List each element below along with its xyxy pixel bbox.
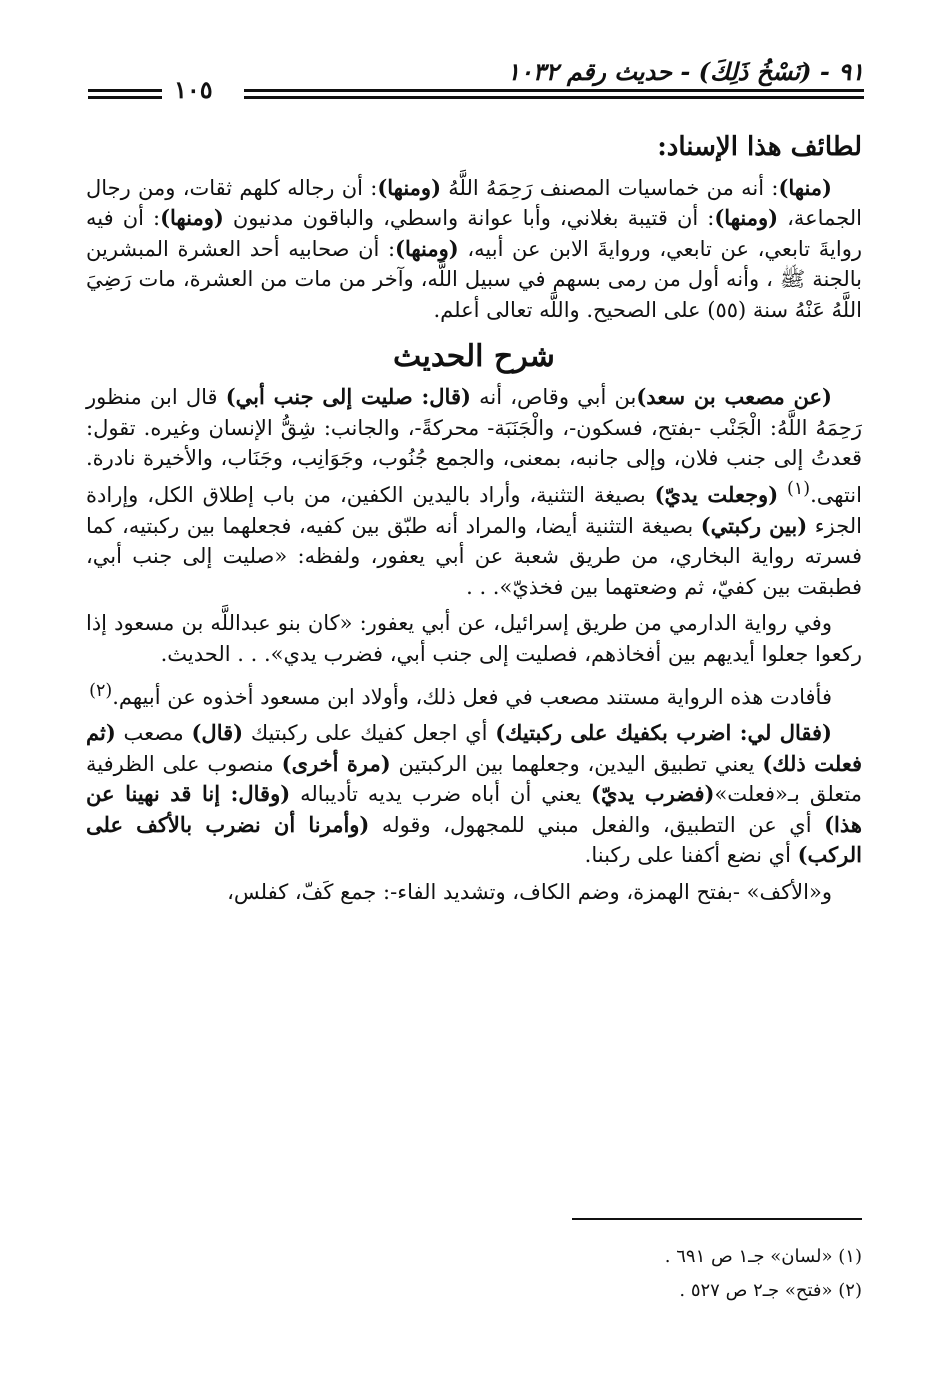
page-number: ١٠٥ xyxy=(174,75,213,104)
hadith-quote: (قال) xyxy=(191,720,244,746)
header-rule xyxy=(244,89,864,99)
paragraph-sharh-3 xyxy=(86,676,862,713)
footnote-ref-2[interactable]: (٢) xyxy=(89,680,113,701)
text: مصعب xyxy=(115,721,192,746)
footnote-divider xyxy=(572,1218,862,1220)
hadith-quote: (مرة أخرى) xyxy=(281,750,391,776)
text: بصيغة التثنية، وأراد باليدين الكفين، من باب إطلاق الكل، وإرادة الجزء xyxy=(86,482,862,538)
text: بصيغة التثنية أيضا، والمراد أنه طبّق بين كفيه، فجعلهما بين ركبتيه، كما فسرته رواية البخاري، من طريق شعبة عن أبي يعفور، ولفظه: «صليت إلى جنب أبي، فطبقت بين كفيّ، ثم وضعتهما بين فخذيّ». . . xyxy=(86,513,862,599)
text: بن أبي وقاص، أنه xyxy=(470,385,637,410)
hadith-quote: (قال: صليت إلى جنب أبي) xyxy=(225,384,471,410)
hadith-quote: (بين ركبتي) xyxy=(700,512,808,538)
text: : أن رجاله كلهم ثقات، ومن رجال الجماعة، xyxy=(86,175,863,231)
hadith-quote: (وجعلت يديّ) xyxy=(654,481,779,507)
text: يعني تطبيق اليدين، وجعلهما بين الركبتين xyxy=(390,751,763,776)
text xyxy=(778,483,787,507)
paragraph-sharh-4 xyxy=(86,718,862,871)
footnote-2: (٢) «فتح» جـ٢ ص ٥٢٧ . xyxy=(679,1280,862,1301)
paragraph-lataif xyxy=(86,173,862,326)
paragraph-sharh-2: وفي رواية الدارمي من طريق إسرائيل، عن أبي يعفور: «كان بنو عبداللَّه بن مسعود إذا ركعوا جعلوا أيديهم بين أفخاذهم، فصليت إلى جنب أبي، فضرب يدي». . . الحديث. xyxy=(86,611,862,666)
paragraph-sharh-1 xyxy=(86,382,862,602)
paragraph-sharh-5: و«الأكف» -بفتح الهمزة، وضم الكاف، وتشديد الفاء-: جمع كَفّ، كفلس، xyxy=(227,880,832,905)
marker: (ومنها) xyxy=(160,205,224,231)
footnotes xyxy=(362,1240,862,1308)
text: أي اجعل كفيك على ركبتيك xyxy=(243,721,496,746)
text: يعني أن أباه ضرب يديه تأديباله xyxy=(290,782,592,807)
main-content xyxy=(86,132,862,914)
text: منصوب على الظرفية متعلق بـ«فعلت» xyxy=(86,751,863,807)
hadith-quote: (وأمرنا أن نضرب بالأكف على الركب) xyxy=(86,811,862,868)
hadith-quote: (ثم فعلت ذلك) xyxy=(86,720,862,776)
marker: (منها) xyxy=(778,174,832,200)
text: فأفادت هذه الرواية مستند مصعب في فعل ذلك، وأولاد ابن مسعود أخذوه عن أبيهم. xyxy=(112,684,832,709)
page-number-rule xyxy=(88,89,162,99)
text: : أن صحابيه أحد العشرة المبشرين بالجنة ﷺ ، وأنه أول من رمى بسهم في سبيل اللَّه، وآخر من مات من العشرة، مات رَضِيَ اللَّهُ عَنْهُ سنة (٥٥) على الصحيح. واللَّه تعالى أعلم. xyxy=(86,236,862,322)
hadith-quote: (وقال: إنا قد نهينا عن هذا) xyxy=(86,781,862,837)
page-header xyxy=(88,55,864,105)
marker: (ومنها) xyxy=(714,205,779,231)
hadith-quote: (فقال لي: اضرب بكفيك على ركبتيك) xyxy=(495,720,832,746)
section-heading-lataif: لطائف هذا الإسناد: xyxy=(657,132,862,162)
text: قال ابن منظور رَحِمَهُ اللَّهُ: الْجَنْب -بفتح، فسكون-، والْجَنَبَة- محركةً-، والجانب: شِقُّ الإنسان وغيره. تقول: قعدتُ إلى جنب فلان، وإلى جانبه، بمعنى، والجمع جُنُوب، وجَوَانِب، وجَنَاب، والأخيرة نادرة. انتهى. xyxy=(86,385,862,507)
text: : أن قتيبة بغلاني، وأبا عوانة واسطي، والباقون مدنيون xyxy=(223,206,715,231)
footnote-1: (١) «لسان» جـ١ ص ٦٩١ . xyxy=(664,1246,862,1267)
chapter-title: ٩١ - (نَسْخُ ذَلِكَ) - حديث رقم ١٠٣٢ xyxy=(507,57,864,86)
marker: (ومنها) xyxy=(395,235,459,261)
section-heading-sharh: شرح الحديث xyxy=(393,338,555,374)
text: أي نضع أكفنا على ركبنا. xyxy=(584,843,798,868)
hadith-quote: (فضرب يديّ) xyxy=(591,781,715,807)
hadith-quote: (عن مصعب بن سعد) xyxy=(636,384,832,410)
text: : أنه من خماسيات المصنف رَحِمَهُ اللَّهُ xyxy=(441,175,779,200)
footnote-ref-1[interactable]: (١) xyxy=(787,478,811,499)
text: أي عن التطبيق، والفعل مبني للمجهول، وقوله xyxy=(369,812,825,837)
marker: (ومنها) xyxy=(377,174,442,200)
text: : أن فيه روايةَ تابعي، عن تابعي، وروايةَ الابن عن أبيه، xyxy=(86,206,862,261)
